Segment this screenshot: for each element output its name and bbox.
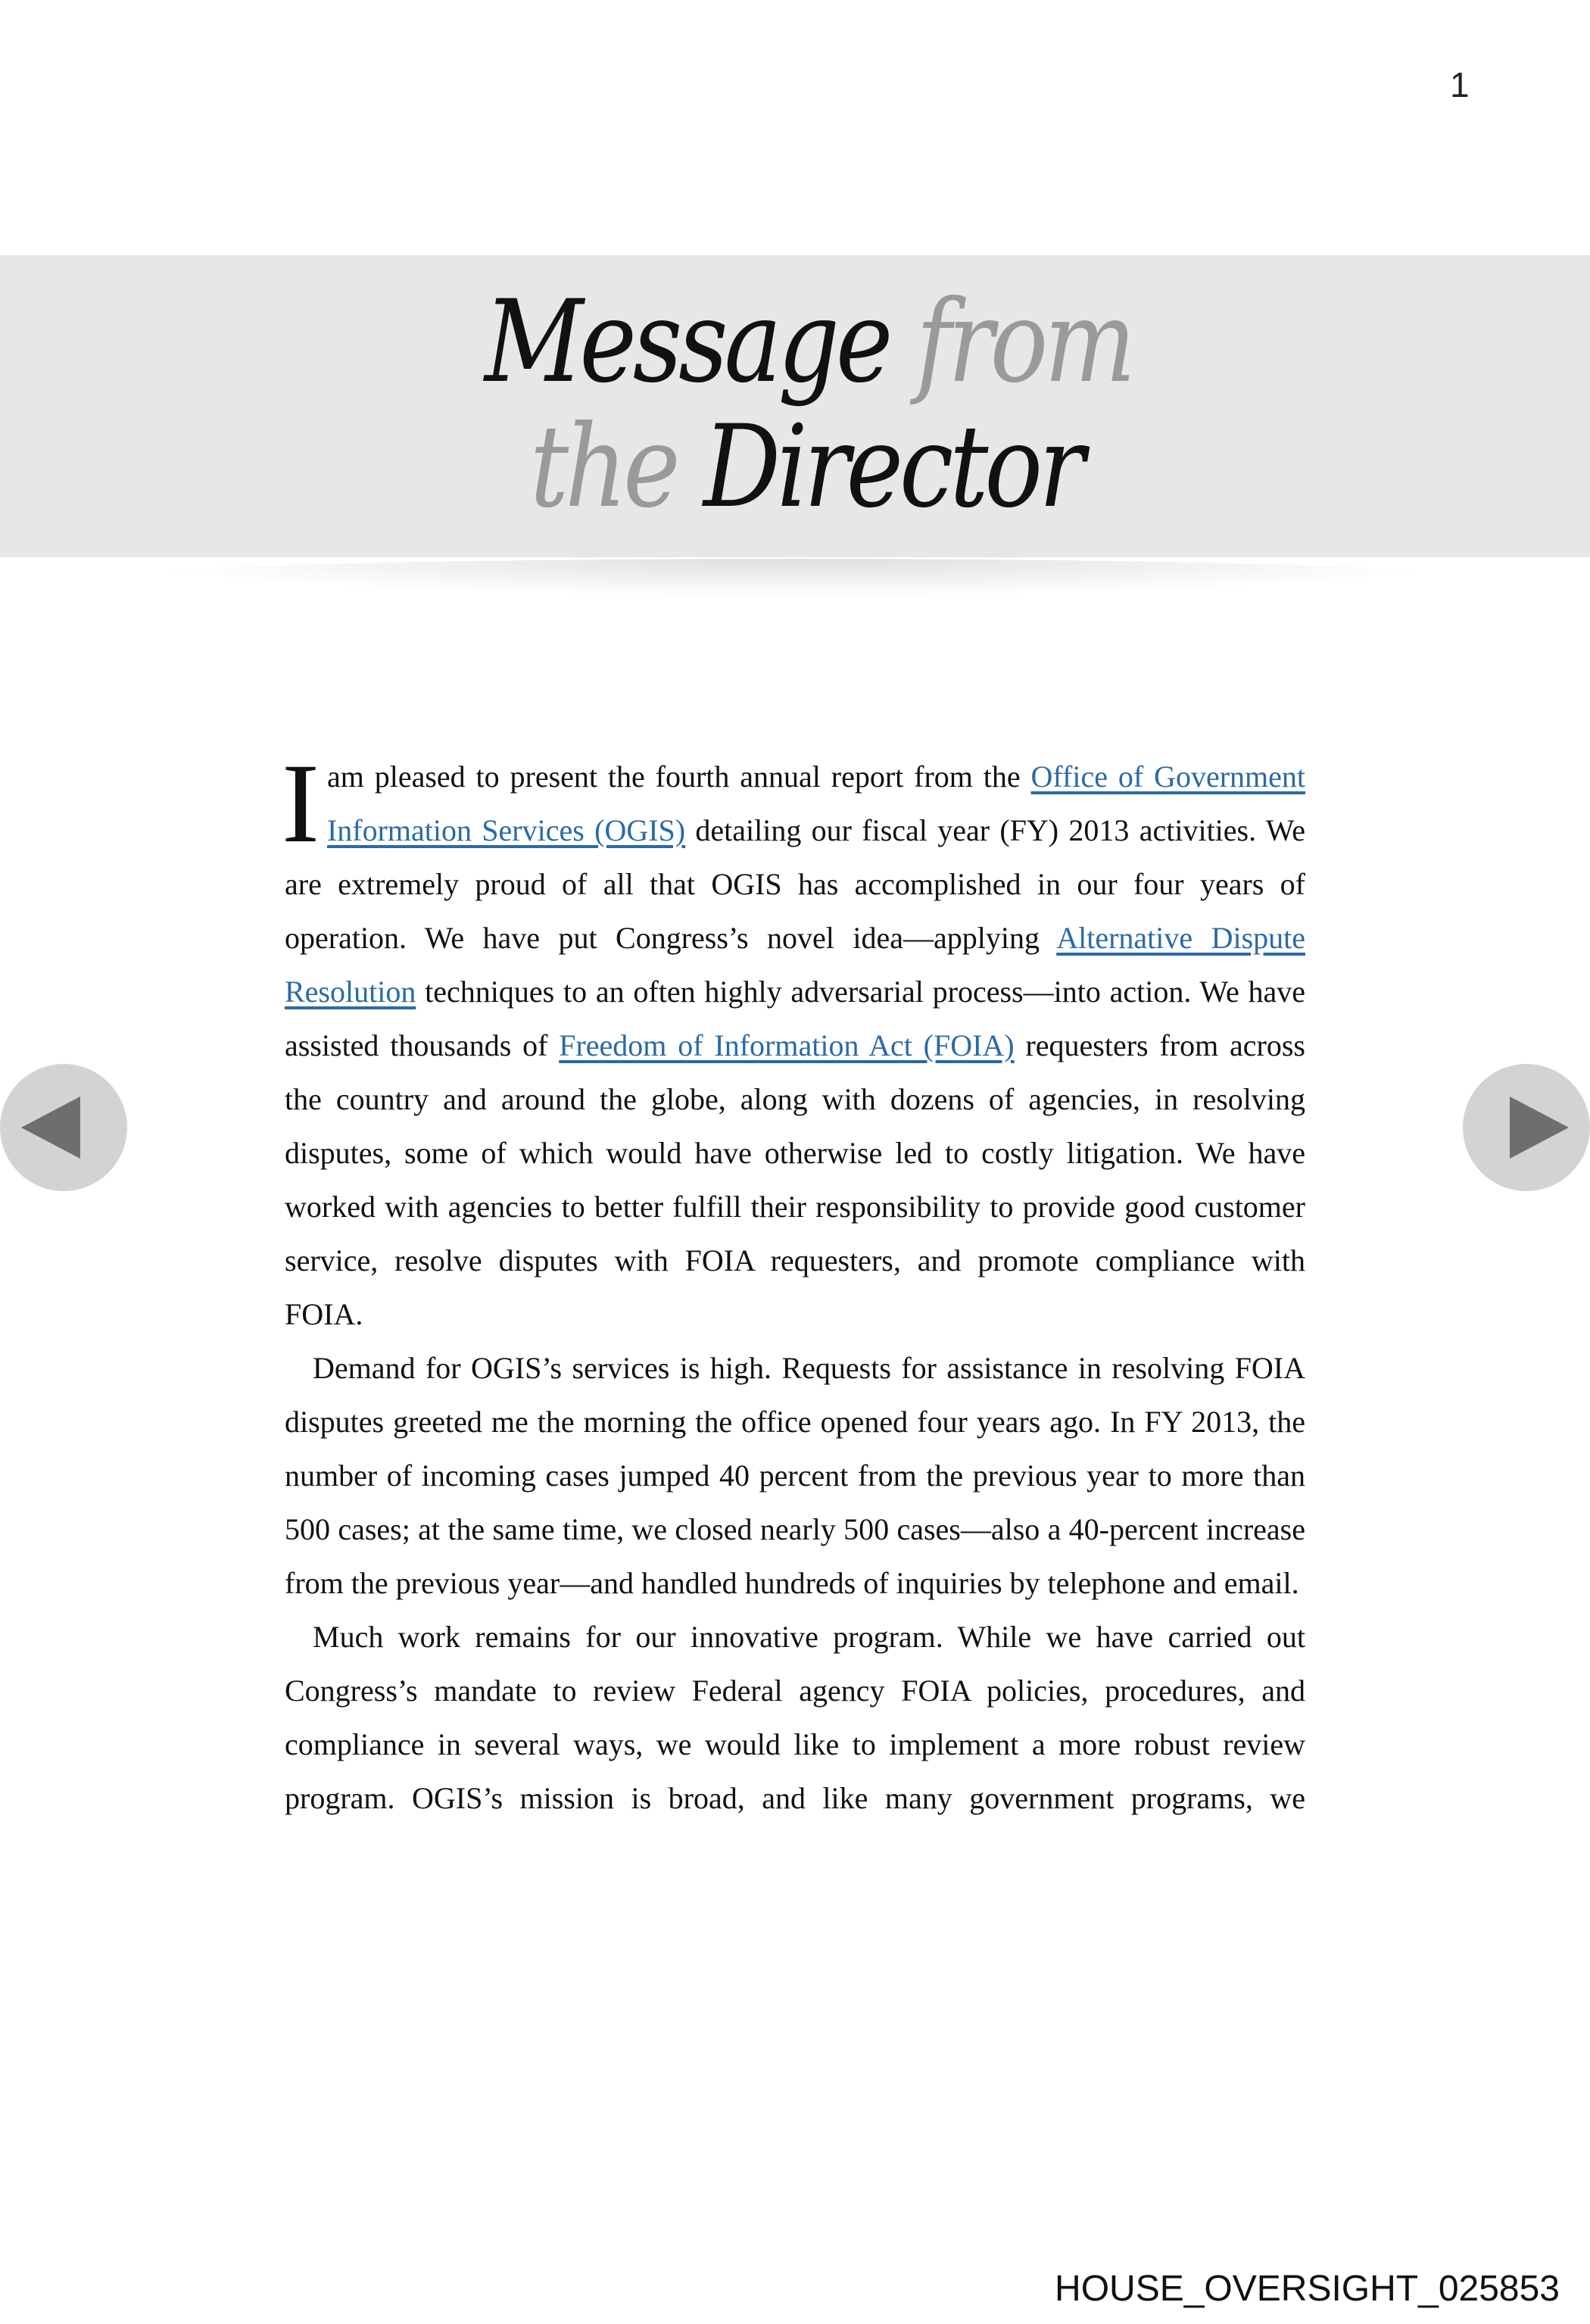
triangle-left-icon bbox=[0, 1064, 127, 1191]
drop-cap: I bbox=[282, 741, 320, 866]
text: techniques to an often highly adversarial process—into action. We have assisted thousands of bbox=[285, 975, 1305, 1062]
document-id: HOUSE_OVERSIGHT_025853 bbox=[1055, 2269, 1560, 2309]
previous-page-button[interactable] bbox=[0, 1064, 127, 1191]
next-page-button[interactable] bbox=[1463, 1064, 1590, 1191]
text: am pleased to present the fourth annual report from the bbox=[326, 760, 1031, 794]
paragraph-3: Much work remains for our innovative program. While we have carried out Congress’s mandate to review Federal agency FOIA policies, procedures, and compliance in several ways, we would like to implement a more robust review program. OGIS’s mission is broad, and like many government programs, we bbox=[285, 1620, 1305, 1815]
paragraph-1 bbox=[282, 741, 1306, 1341]
link-adr[interactable]: Alternative Dispute Resolution bbox=[285, 921, 1306, 1009]
title-word-director: Director bbox=[703, 401, 1081, 533]
text: requesters from across the country and around the globe, along with dozens of agencies, in resolving disputes, some of which would have otherwise led to costly litigation. We have worked with agencies to better fulfill their responsibility to provide good customer service, resolve disputes with FOIA requesters, and promote compliance with FOIA. bbox=[285, 1028, 1305, 1331]
banner-shadow bbox=[114, 559, 1476, 597]
triangle-right-icon bbox=[1463, 1064, 1590, 1191]
link-ogis[interactable]: Office of Government Information Services (OGIS) bbox=[326, 760, 1305, 847]
title-word-from: from bbox=[915, 276, 1133, 408]
title-word-the: the bbox=[530, 401, 677, 533]
page-title-line-1 bbox=[485, 276, 1132, 408]
title-word-message: Message bbox=[485, 276, 890, 408]
link-foia[interactable]: Freedom of Information Act (FOIA) bbox=[559, 1028, 1015, 1062]
text: detailing our fiscal year (FY) 2013 activities. We are extremely proud of all that OGIS has accomplished in our four years of operation. We have put Congress’s novel idea—applying bbox=[285, 813, 1306, 955]
page-title-line-2 bbox=[530, 401, 1081, 533]
paragraph-2: Demand for OGIS’s services is high. Requests for assistance in resolving FOIA disputes greeted me the morning the office opened four years ago. In FY 2013, the number of incoming cases jumped 40 percent from the previous year to more than 500 cases; at the same time, we closed nearly 500 cases—also a 40-percent increase from the previous year—and handled hundreds of inquiries by telephone and email. bbox=[285, 1351, 1305, 1600]
body-text bbox=[282, 741, 1306, 1825]
page-number: 1 bbox=[1450, 65, 1470, 105]
